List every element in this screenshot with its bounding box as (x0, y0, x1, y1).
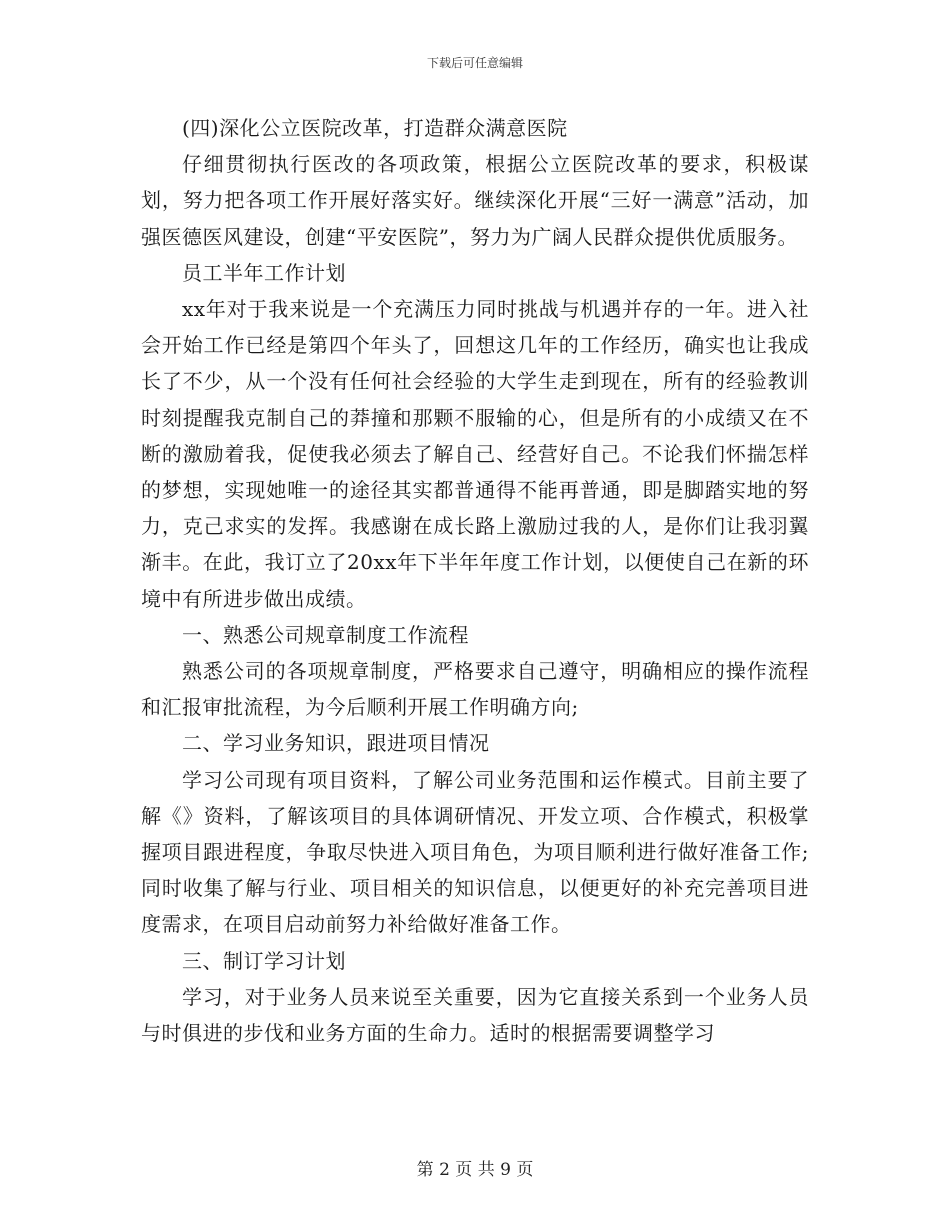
paragraph-hospital-reform: 仔细贯彻执行医改的各项政策，根据公立医院改革的要求，积极谋划，努力把各项工作开展好落实好。继续深化开展“三好一满意”活动，加强医德医风建设，创建“平安医院”，努力为广阔人民群众提供优质服务。 (141, 152, 809, 249)
page-header-note: 下载后可任意编辑 (426, 56, 523, 70)
paragraph-section-3: 学习，对于业务人员来说至关重要，因为它直接关系到一个业务人员与时俱进的步伐和业务方面的生命力。适时的根据需要调整学习 (141, 984, 809, 1046)
paragraph-intro: xx年对于我来说是一个充满压力同时挑战与机遇并存的一年。进入社会开始工作已经是第四个年头了，回想这几年的工作经历，确实也让我成长了不少，从一个没有任何社会经验的大学生走到现在，所有的经验教训时刻提醒我克制自己的莽撞和那颗不服输的心，但是所有的小成绩又在不断的激励着我，促使我必须去了解自己、经营好自己。不论我们怀揣怎样的梦想，实现她唯一的途径其实都普通得不能再普通，即是脚踏实地的努力，克己求实的发挥。我感谢在成长路上激励过我的人，是你们让我羽翼渐丰。在此，我订立了20xx年下半年年度工作计划，以便使自己在新的环境中有所进步做出成绩。 (141, 297, 809, 611)
section-heading-1: 一、熟悉公司规章制度工作流程 (182, 622, 469, 647)
section-heading-2: 二、学习业务知识，跟进项目情况 (182, 731, 490, 756)
document-title: 员工半年工作计划 (182, 260, 346, 285)
paragraph-section-1: 熟悉公司的各项规章制度，严格要求自己遵守，明确相应的操作流程和汇报审批流程，为今后顺利开展工作明确方向; (141, 659, 809, 720)
document-body (141, 110, 809, 1051)
section-heading-hospital-reform: (四)深化公立医院改革，打造群众满意医院 (182, 116, 568, 140)
section-heading-3: 三、制订学习计划 (182, 948, 346, 973)
page-number: 第 2 页 共 9 页 (416, 1160, 534, 1180)
paragraph-section-2: 学习公司现有项目资料，了解公司业务范围和运作模式。目前主要了解《》资料，了解该项目的具体调研情况、开发立项、合作模式，积极掌握项目跟进程度，争取尽快进入项目角色，为项目顺利进行做好准备工作;同时收集了解与行业、项目相关的知识信息，以便更好的补充完善项目进度需求，在项目启动前努力补给做好准备工作。 (141, 767, 809, 937)
